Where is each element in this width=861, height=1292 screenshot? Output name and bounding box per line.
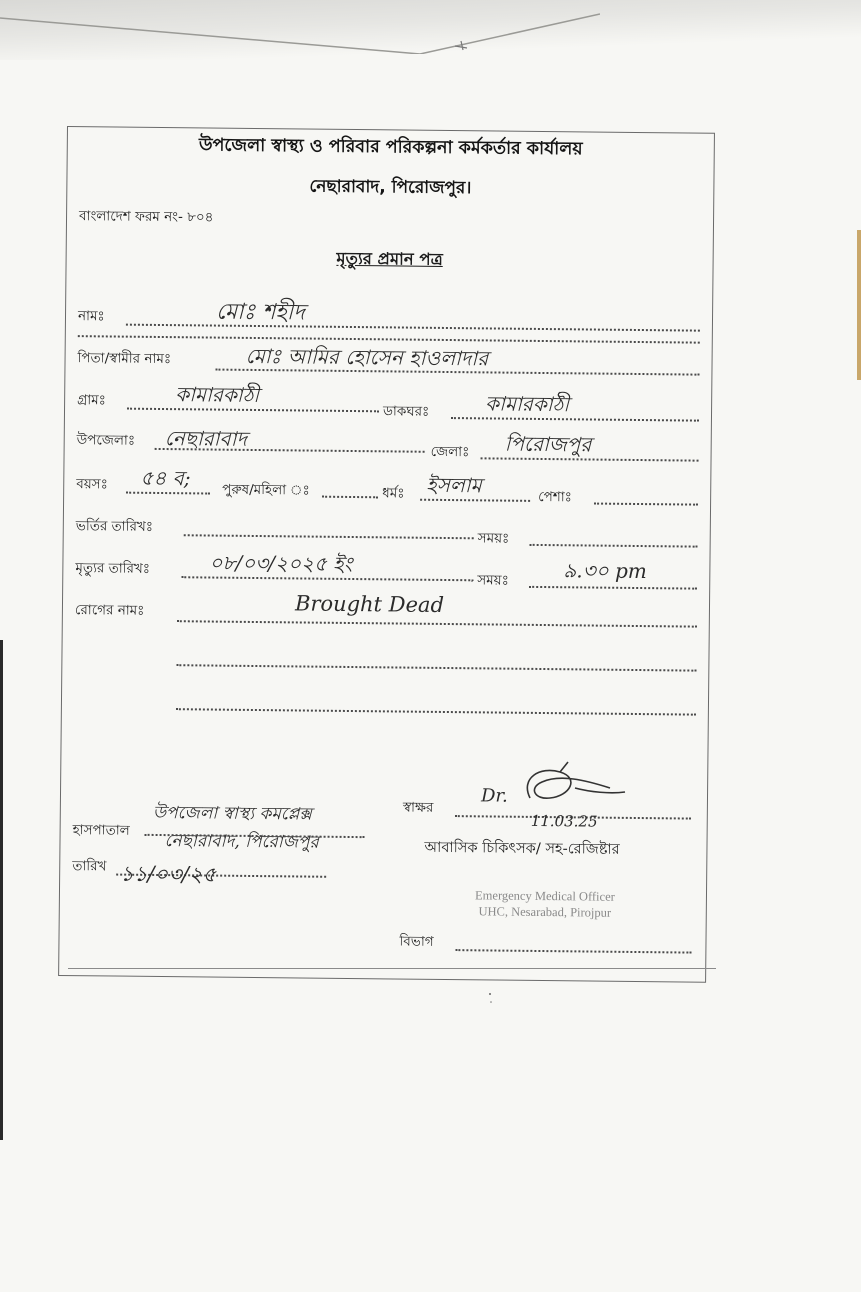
- religion-value: ইসলাম: [426, 472, 482, 498]
- profession-line: [594, 503, 698, 506]
- page-fold-line: [0, 10, 600, 54]
- date-value: ১১/০৩/২৫: [120, 861, 217, 887]
- name-line: [126, 324, 700, 332]
- death-time-label: সময়ঃ: [477, 572, 509, 589]
- certificate-title: মৃত্যুর প্রমান পত্র: [336, 248, 443, 269]
- scan-speck: [480, 990, 500, 1010]
- disease-value: Brought Dead: [294, 591, 445, 617]
- stamp-line-2: UHC, Nesarabad, Pirojpur: [478, 904, 612, 920]
- officer-stamp: [460, 887, 630, 921]
- designation-label: আবাসিক চিকিৎসক/ সহ-রেজিষ্টার: [424, 839, 620, 858]
- disease-line-3: [176, 708, 696, 715]
- village-label: গ্রামঃ: [77, 392, 106, 409]
- disease-label: রোগের নামঃ: [74, 602, 145, 619]
- signature-label: স্বাক্ষর: [402, 799, 434, 816]
- form-number: বাংলাদেশ ফরম নং- ৮০৪: [78, 208, 214, 226]
- signature-text: Dr.: [480, 785, 508, 807]
- signature-date: 11.03.25: [530, 811, 598, 831]
- office-address: নেছারাবাদ, পিরোজপুর।: [309, 176, 472, 199]
- hospital-line-1: উপজেলা স্বাস্থ্য কমপ্লেক্স: [152, 802, 312, 825]
- name-label: নামঃ: [77, 308, 105, 325]
- signature-scribble: [410, 758, 640, 828]
- admission-time-label: সময়ঃ: [477, 530, 510, 547]
- scan-form-bottom-line: [68, 968, 716, 969]
- stamp-line-1: Emergency Medical Officer: [475, 888, 615, 904]
- department-label: বিভাগ: [399, 933, 434, 950]
- disease-line-2: [176, 664, 696, 671]
- upazila-value: নেছারাবাদ: [164, 426, 248, 451]
- village-value: কামারকাঠী: [175, 382, 260, 408]
- hospital-line-2: নেছারাবাদ, পিরোজপুর: [164, 831, 319, 853]
- death-date-value: ০৮/০৩/২০২৫ ইং: [209, 550, 353, 577]
- department-line: [455, 949, 691, 953]
- father-label: পিতা/স্বামীর নামঃ: [77, 350, 172, 368]
- age-label: বয়সঃ: [76, 476, 108, 493]
- admission-date-line: [184, 534, 474, 539]
- district-value: পিরোজপুর: [504, 431, 592, 457]
- profession-label: পেশাঃ: [538, 488, 572, 506]
- upazila-label: উপজেলাঃ: [76, 432, 136, 449]
- date-label: তারিখ: [72, 858, 107, 875]
- father-value: মোঃ আমির হোসেন হাওলাদার: [245, 343, 489, 371]
- hospital-label: হাসপাতাল: [72, 822, 130, 839]
- death-certificate-form: [58, 126, 715, 983]
- age-value: ৫৪ ব;: [140, 465, 191, 491]
- disease-line: [177, 620, 697, 627]
- post-value: কামারকাঠী: [484, 391, 570, 417]
- scan-right-edge: [857, 230, 861, 380]
- admission-date-label: ভর্তির তারিখঃ: [75, 518, 154, 535]
- scan-left-edge: [0, 640, 3, 1140]
- death-time-value: ৯.৩০ pm: [563, 558, 647, 584]
- gender-line: [322, 496, 378, 499]
- post-label: ডাকঘরঃ: [382, 403, 430, 420]
- death-date-label: মৃত্যুর তারিখঃ: [75, 560, 151, 577]
- gender-label: পুরুষ/মহিলা ঃ: [222, 481, 310, 499]
- admission-time-line: [530, 544, 698, 548]
- name-value: মোঃ শহীদ: [215, 299, 305, 326]
- district-label: জেলাঃ: [430, 443, 470, 461]
- religion-label: ধর্মঃ: [382, 485, 405, 502]
- name-line-2: [78, 335, 700, 344]
- office-title: উপজেলা স্বাস্থ্য ও পরিবার পরিকল্পনা কর্মকর্তার কার্যালয়: [198, 135, 583, 160]
